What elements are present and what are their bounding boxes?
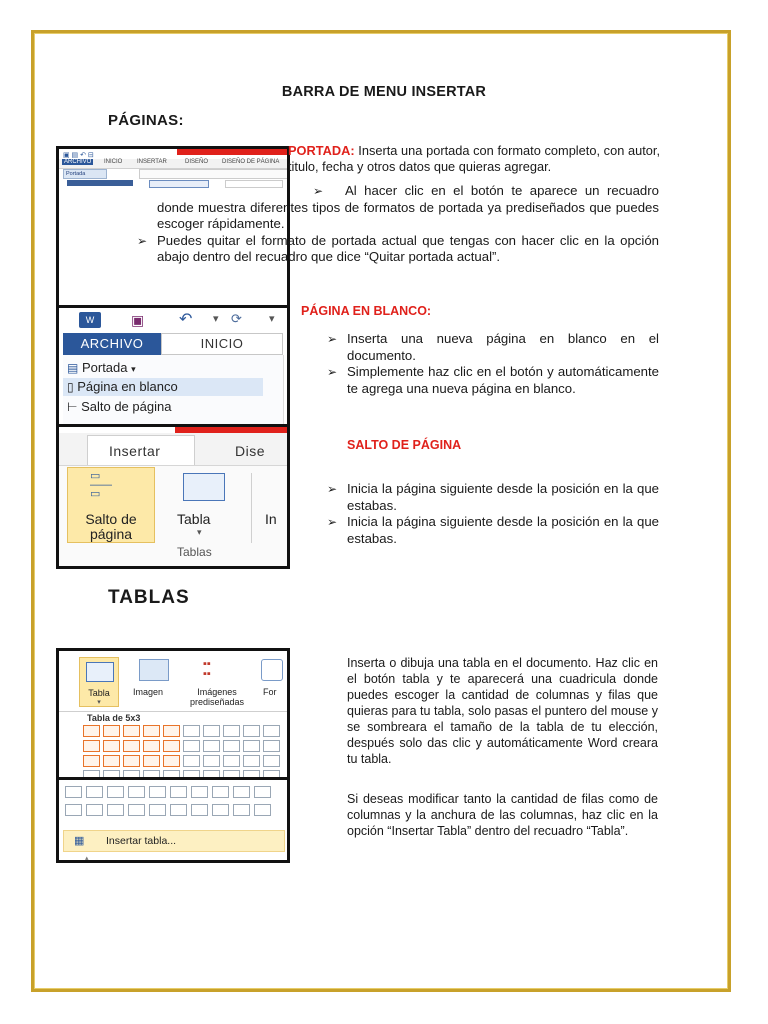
grid-cell[interactable] xyxy=(233,804,250,816)
table-icon xyxy=(183,473,225,501)
salto-de-pagina-button[interactable]: ▭ —— ▭ Salto de página xyxy=(67,467,155,543)
imagenes-prediseñadas-button[interactable]: Imágenes prediseñadas xyxy=(189,687,245,707)
heading-paginas: PÁGINAS: xyxy=(108,112,184,129)
portada-thumbnail[interactable] xyxy=(67,180,133,186)
portada-text: Inserta una portada con formato completo, con autor, titulo, fecha y otros datos que quieras agregar. xyxy=(288,143,660,174)
chevron-down-icon: ▾ xyxy=(197,527,202,537)
grid-cell[interactable] xyxy=(143,755,160,767)
grid-cell[interactable] xyxy=(254,804,271,816)
grid-cell[interactable] xyxy=(83,755,100,767)
grid-cell[interactable] xyxy=(123,755,140,767)
grid-cell[interactable] xyxy=(86,804,103,816)
grid-cell[interactable] xyxy=(203,725,220,737)
grid-cell[interactable] xyxy=(212,786,229,798)
grid-cell[interactable] xyxy=(243,740,260,752)
heading-tablas: TABLAS xyxy=(108,587,190,608)
menu-item-portada[interactable]: ▤ Portada ▾ xyxy=(67,360,136,375)
redo-icon[interactable]: ⟳ xyxy=(231,311,242,326)
table-grid[interactable] xyxy=(65,786,287,826)
tab-diseno[interactable]: Dise xyxy=(235,443,266,459)
table-icon: ▦ xyxy=(74,835,85,847)
grid-cell[interactable] xyxy=(65,786,82,798)
imagen-button[interactable]: Imagen xyxy=(133,687,164,697)
grid-cell[interactable] xyxy=(103,725,120,737)
tab-insertar[interactable]: Insertar xyxy=(109,443,161,459)
image-icon xyxy=(139,659,169,681)
group-label-tablas: Tablas xyxy=(177,545,212,559)
grid-cell[interactable] xyxy=(223,725,240,737)
tabla-size-label: Tabla de 5x3 xyxy=(87,713,141,723)
grid-cell[interactable] xyxy=(163,740,180,752)
grid-cell[interactable] xyxy=(143,740,160,752)
screenshot-insertar-tabla xyxy=(56,777,290,863)
grid-cell[interactable] xyxy=(183,740,200,752)
tabla-button[interactable]: Tabla xyxy=(177,511,211,527)
tab-diseno-pagina[interactable]: DISEÑO DE PÁGINA xyxy=(222,159,280,165)
portada-button[interactable]: Portada xyxy=(63,169,107,179)
portada-icon: ▤ xyxy=(67,361,79,375)
save-icon[interactable]: ▣ xyxy=(131,312,145,328)
qat-icon: ▣ ▤ ↶ ⊟ xyxy=(63,152,94,159)
tab-diseno[interactable]: DISEÑO xyxy=(185,159,209,165)
grid-cell[interactable] xyxy=(128,804,145,816)
grid-cell[interactable] xyxy=(170,804,187,816)
grid-cell[interactable] xyxy=(163,755,180,767)
grid-cell[interactable] xyxy=(107,786,124,798)
tab-inicio[interactable]: INICIO xyxy=(104,159,123,165)
clipart-icon: ▪▪ ▪▪ xyxy=(203,658,211,680)
in-button[interactable]: In xyxy=(265,511,277,527)
tablas-para-1: Inserta o dibuja una tabla en el documento. Haz clic en el botón tabla y te aparecerá una cuadricula donde puedes escoger la cantidad de columnas y filas que quieras para tu tabla, solo pasas el puntero del mouse y se sombreara el tamaño de la tabla de tu elección, después solo das clic y automáticamente Word creara tu tabla. xyxy=(347,656,658,766)
grid-cell[interactable] xyxy=(263,725,280,737)
grid-cell[interactable] xyxy=(149,786,166,798)
grid-cell[interactable] xyxy=(163,725,180,737)
salto-bullets xyxy=(323,481,659,547)
salto-label: SALTO DE PÁGINA xyxy=(347,438,462,452)
grid-cell[interactable] xyxy=(83,725,100,737)
formas-button[interactable]: For xyxy=(263,687,277,697)
grid-cell[interactable] xyxy=(170,786,187,798)
screenshot-pagina-en-blanco xyxy=(56,305,290,427)
grid-cell[interactable] xyxy=(243,725,260,737)
word-icon: W xyxy=(79,312,101,328)
grid-cell[interactable] xyxy=(65,804,82,816)
grid-cell[interactable] xyxy=(212,804,229,816)
tabla-button[interactable]: Tabla ▾ xyxy=(79,657,119,707)
grid-cell[interactable] xyxy=(123,725,140,737)
grid-cell[interactable] xyxy=(86,786,103,798)
menu-item-salto-de-pagina[interactable]: ⊢ Salto de página xyxy=(67,399,172,414)
undo-icon[interactable]: ↶ xyxy=(179,311,193,328)
list-item: ➢ Inserta una nueva página en blanco en el documento. xyxy=(327,331,659,363)
tablas-para-2: Si deseas modificar tanto la cantidad de filas como de columnas y la anchura de las columnas, haz clic en la opción “Insertar Tabla” dentro del recuadro “Tabla”. xyxy=(347,792,658,838)
grid-cell[interactable] xyxy=(233,786,250,798)
menu-item-pagina-en-blanco[interactable]: ▯ Página en blanco xyxy=(67,379,178,394)
grid-cell[interactable] xyxy=(149,804,166,816)
portada-description xyxy=(288,143,660,175)
blank-page-icon: ▯ xyxy=(67,380,74,394)
chevron-down-icon[interactable]: ▾ xyxy=(269,313,275,325)
screenshot-salto-de-pagina xyxy=(56,424,290,569)
grid-cell[interactable] xyxy=(223,740,240,752)
grid-cell[interactable] xyxy=(83,740,100,752)
grid-cell[interactable] xyxy=(263,740,280,752)
grid-cell[interactable] xyxy=(254,786,271,798)
list-item: ➢ Simplemente haz clic en el botón y automáticamente te agrega una nueva página en blanco. xyxy=(327,364,659,396)
grid-cell[interactable] xyxy=(191,786,208,798)
draw-table-icon: ▴ xyxy=(85,855,89,862)
grid-cell[interactable] xyxy=(223,755,240,767)
list-item: ➢ Puedes quitar el formato de portada actual que tengas con hacer clic en la opción abajo dentro del recuadro que dice “Quitar portada actual”. xyxy=(137,232,659,264)
page-break-icon: ▭ —— ▭ xyxy=(90,470,112,500)
blanco-label: PÁGINA EN BLANCO: xyxy=(301,304,432,318)
list-item: ➢ Inicia la página siguiente desde la posición en la que estabas. xyxy=(327,514,659,546)
grid-cell[interactable] xyxy=(203,755,220,767)
page-title: BARRA DE MENU INSERTAR xyxy=(281,84,487,100)
grid-cell[interactable] xyxy=(103,755,120,767)
tab-insertar[interactable]: INSERTAR xyxy=(137,159,167,165)
shapes-icon xyxy=(261,659,283,681)
blanco-bullets xyxy=(323,331,659,397)
chevron-down-icon[interactable]: ▾ xyxy=(213,313,219,325)
grid-cell[interactable] xyxy=(243,755,260,767)
grid-cell[interactable] xyxy=(183,755,200,767)
tab-archivo[interactable]: ARCHIVO xyxy=(63,333,161,355)
page-break-icon: ⊢ xyxy=(67,400,78,414)
grid-cell[interactable] xyxy=(107,804,124,816)
grid-cell[interactable] xyxy=(123,740,140,752)
grid-cell[interactable] xyxy=(128,786,145,798)
insertar-tabla-menu-item[interactable]: ▦ Insertar tabla... xyxy=(63,830,285,852)
table-grid[interactable] xyxy=(83,725,289,780)
list-item: ➢ Inicia la página siguiente desde la posición en la que estabas. xyxy=(327,481,659,513)
tab-inicio[interactable]: INICIO xyxy=(161,333,283,355)
table-icon xyxy=(86,662,114,682)
tab-archivo[interactable]: ARCHIVO xyxy=(64,159,92,165)
list-item: ➢ Al hacer clic en el botón te aparece un recuadro donde muestra diferentes tipos de formatos de portada ya prediseñados que puedes escoger rápidamente. xyxy=(157,183,659,231)
grid-cell[interactable] xyxy=(263,755,280,767)
grid-cell[interactable] xyxy=(183,725,200,737)
screenshot-tabla xyxy=(56,648,290,780)
grid-cell[interactable] xyxy=(191,804,208,816)
portada-label: PORTADA: xyxy=(288,143,355,158)
grid-cell[interactable] xyxy=(203,740,220,752)
portada-bullets xyxy=(133,183,659,266)
grid-cell[interactable] xyxy=(143,725,160,737)
grid-cell[interactable] xyxy=(103,740,120,752)
